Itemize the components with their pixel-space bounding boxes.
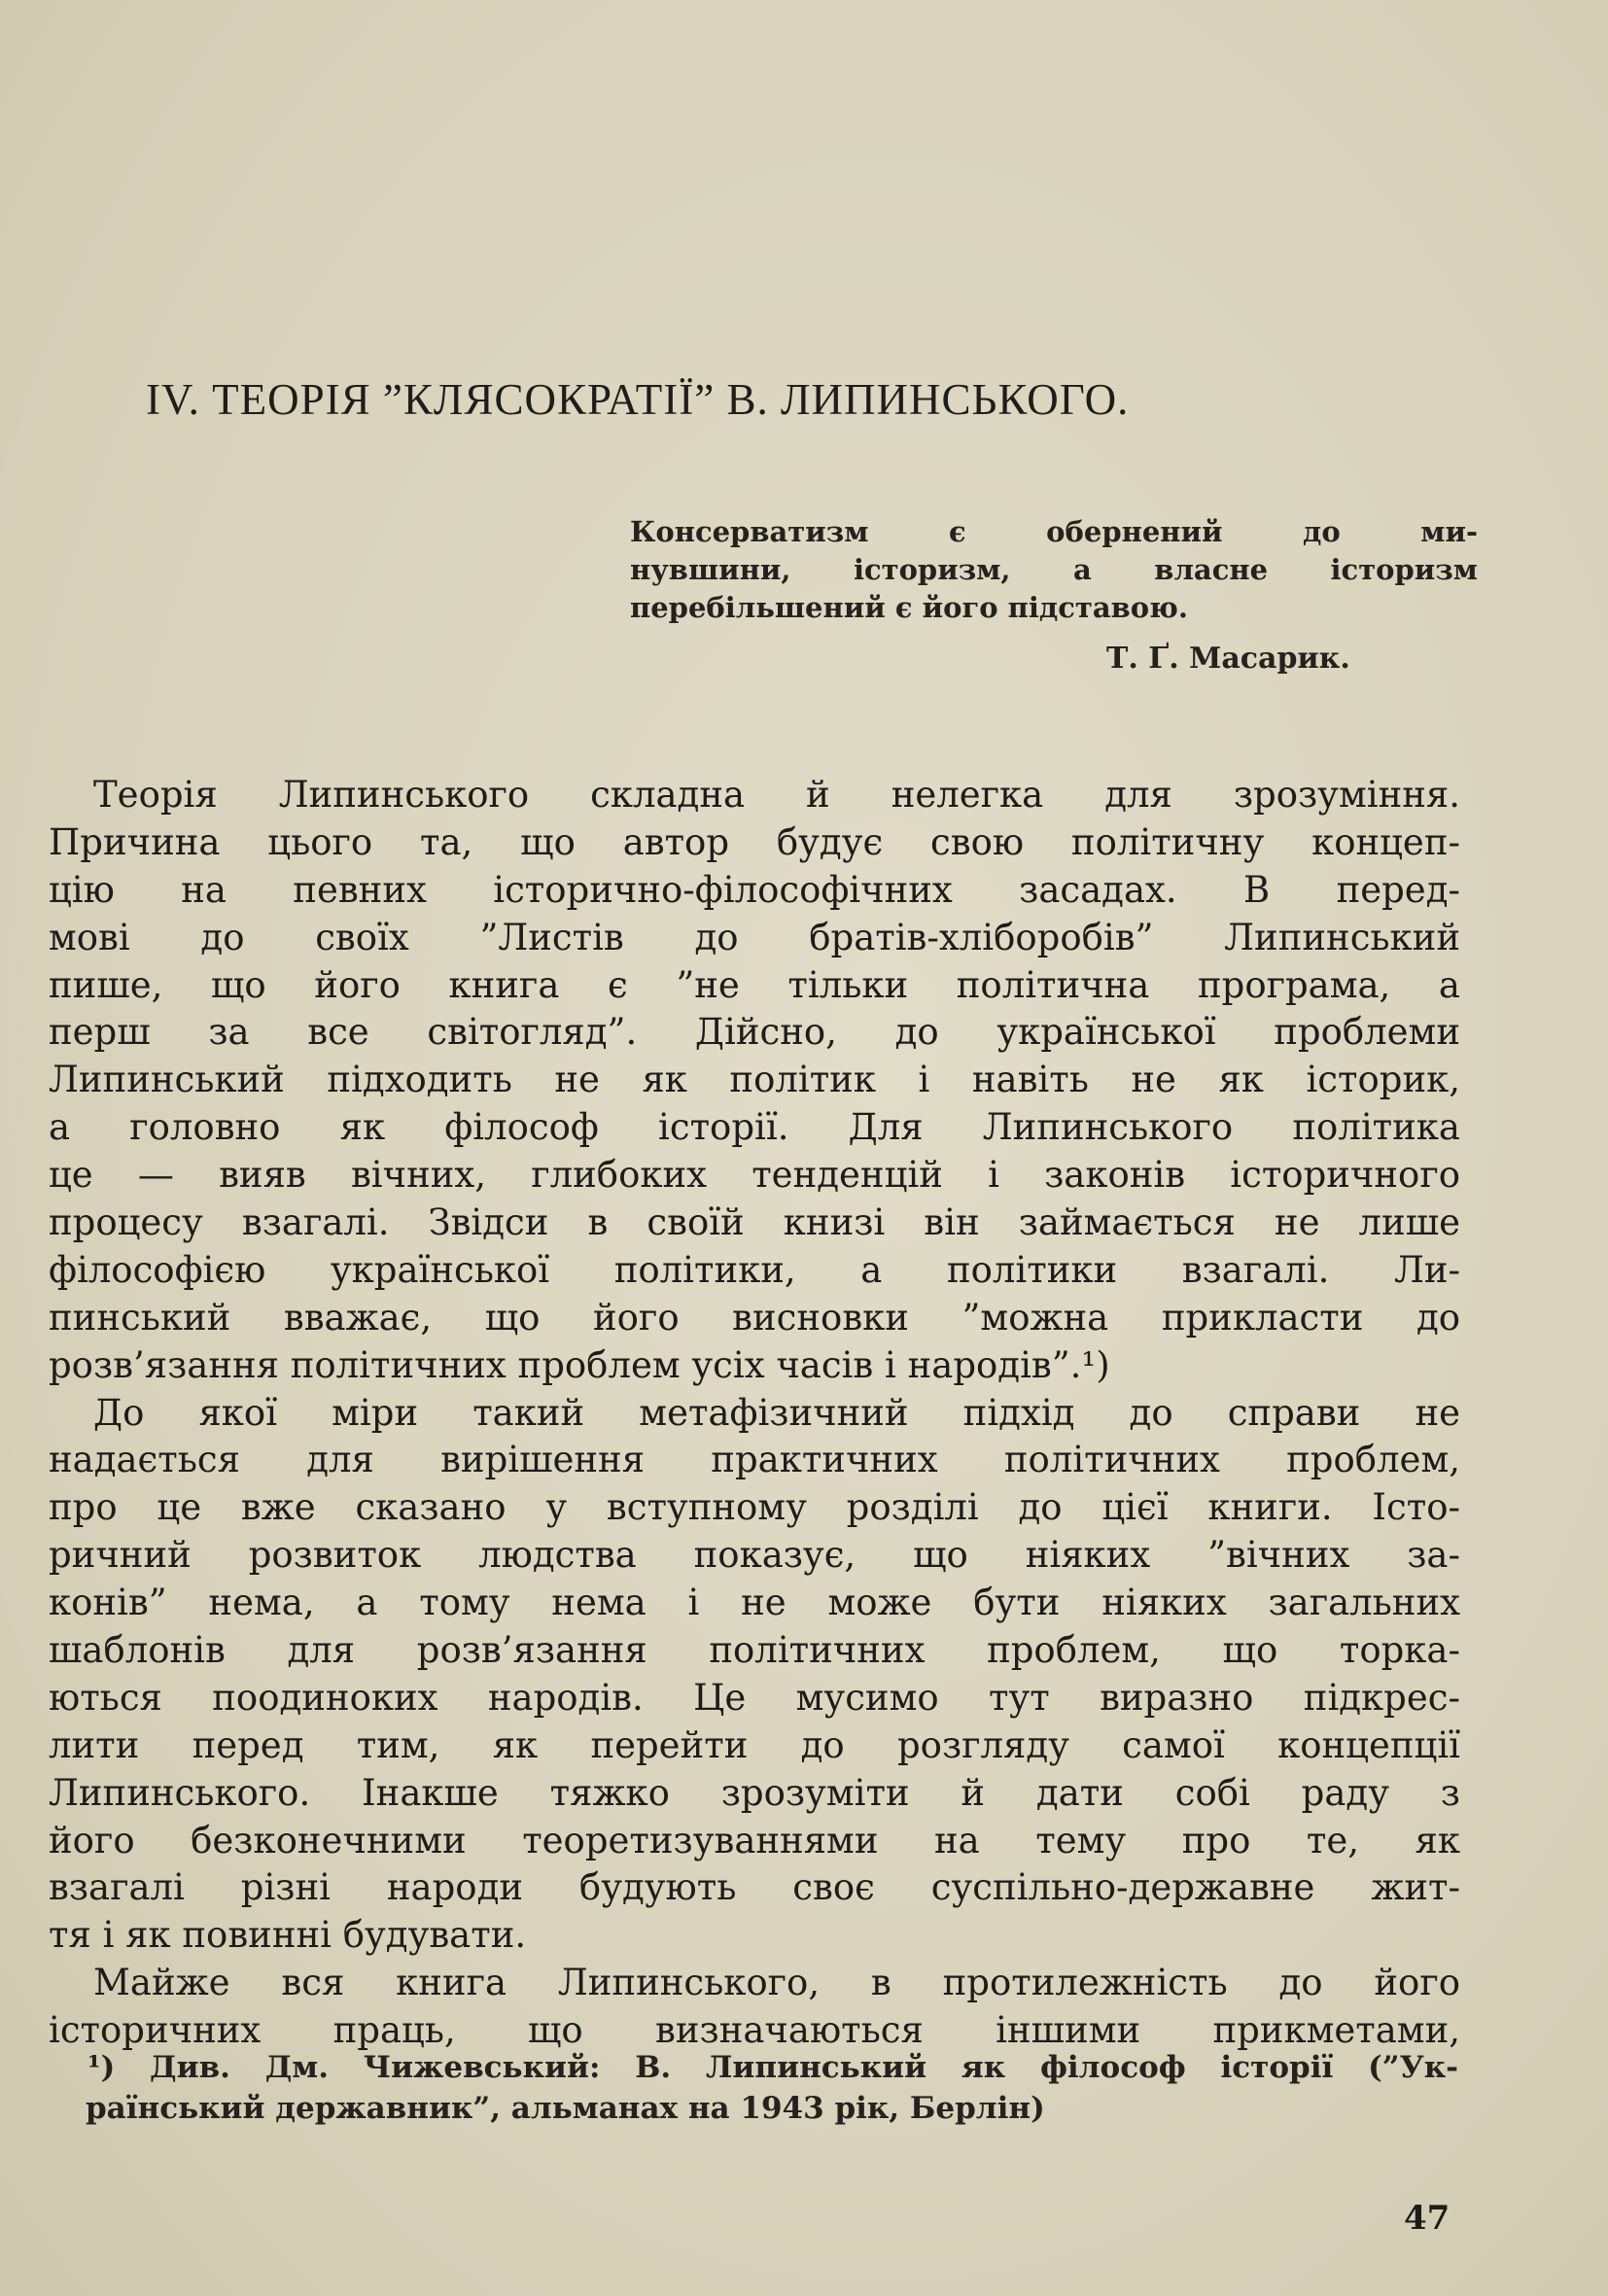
epigraph-line: нувшини, історизм, а власне історизм [630,553,1478,586]
page-number: 47 [1404,2199,1451,2238]
footnote [87,2047,1458,2129]
body-line: його безконечними теоретизуваннями на тему про те, як [49,1819,1460,1861]
body-line: ються поодиноких народів. Це мусимо тут виразно підкрес- [49,1676,1460,1719]
body-line: тя і як повинні будувати. [49,1914,527,1957]
footnote-line: раїнський державник”, альманах на 1943 рік, Берлін) [86,2091,1045,2126]
body-line: мові до своїх ”Листів до братів-хліборобів” Липинський [49,916,1460,958]
footnote-line: ¹) Див. Дм. Чижевський: В. Липинський як філософ історії (”Ук- [87,2050,1458,2085]
body-line: До якої міри такий метафізичний підхід до справи не [93,1391,1460,1434]
body-line: філософією української політики, а політики взагалі. Ли- [49,1248,1460,1291]
body-line: Теорія Липинського складна й нелегка для зрозуміння. [93,774,1460,816]
epigraph-line: Консерватизм є обернений до ми- [630,515,1478,548]
body-line: перш за все світогляд”. Дійсно, до української проблеми [49,1011,1460,1054]
body-text [49,772,1460,2055]
epigraph-line: перебільшений є його підставою. [630,591,1188,624]
body-line: пинський вважає, що його висновки ”можна прикласти до [49,1296,1460,1339]
body-line: ричний розвиток людства показує, що ніяких ”вічних за- [49,1534,1460,1577]
body-line: надається для вирішення практичних політичних проблем, [49,1439,1460,1481]
chapter-title: IV. ТЕОРІЯ ”КЛЯСОКРАТІЇ” В. ЛИПИНСЬКОГО. [146,375,1130,424]
body-line: конів” нема, а тому нема і не може бути ніяких загальних [49,1582,1460,1624]
body-line: пише, що його книга є ”не тільки політична програма, а [49,963,1460,1006]
epigraph [630,513,1478,627]
body-line: процесу взагалі. Звідси в своїй книзі він займається не лише [49,1201,1460,1244]
body-line: Липинський підходить не як політик і навіть не як історик, [49,1059,1460,1101]
body-line: це — вияв вічних, глибоких тенденцій і законів історичного [49,1154,1460,1197]
body-line: лити перед тим, як перейти до розгляду самої концепції [49,1723,1460,1766]
body-line: Причина цього та, що автор будує свою політичну концеп- [49,820,1460,863]
body-line: історичних праць, що визначаються іншими прикметами, [49,2009,1460,2052]
epigraph-author: Т. Ґ. Масарик. [1106,642,1350,676]
body-line: взагалі різні народи будують своє суспільно-державне жит- [49,1866,1460,1909]
body-line: розв’язання політичних проблем усіх часів і народів”.¹) [49,1343,1110,1386]
body-line: про це вже сказано у вступному розділі до цієї книги. Істо- [49,1486,1460,1529]
body-line: цію на певних історично-філософічних засадах. В перед- [49,868,1460,911]
body-line: Майже вся книга Липинського, в протилежність до його [93,1962,1460,2004]
body-line: шаблонів для розв’язання політичних проблем, що торка- [49,1629,1460,1672]
body-line: а головно як філософ історії. Для Липинського політика [49,1106,1460,1149]
body-line: Липинського. Інакше тяжко зрозуміти й дати собі раду з [49,1771,1460,1814]
